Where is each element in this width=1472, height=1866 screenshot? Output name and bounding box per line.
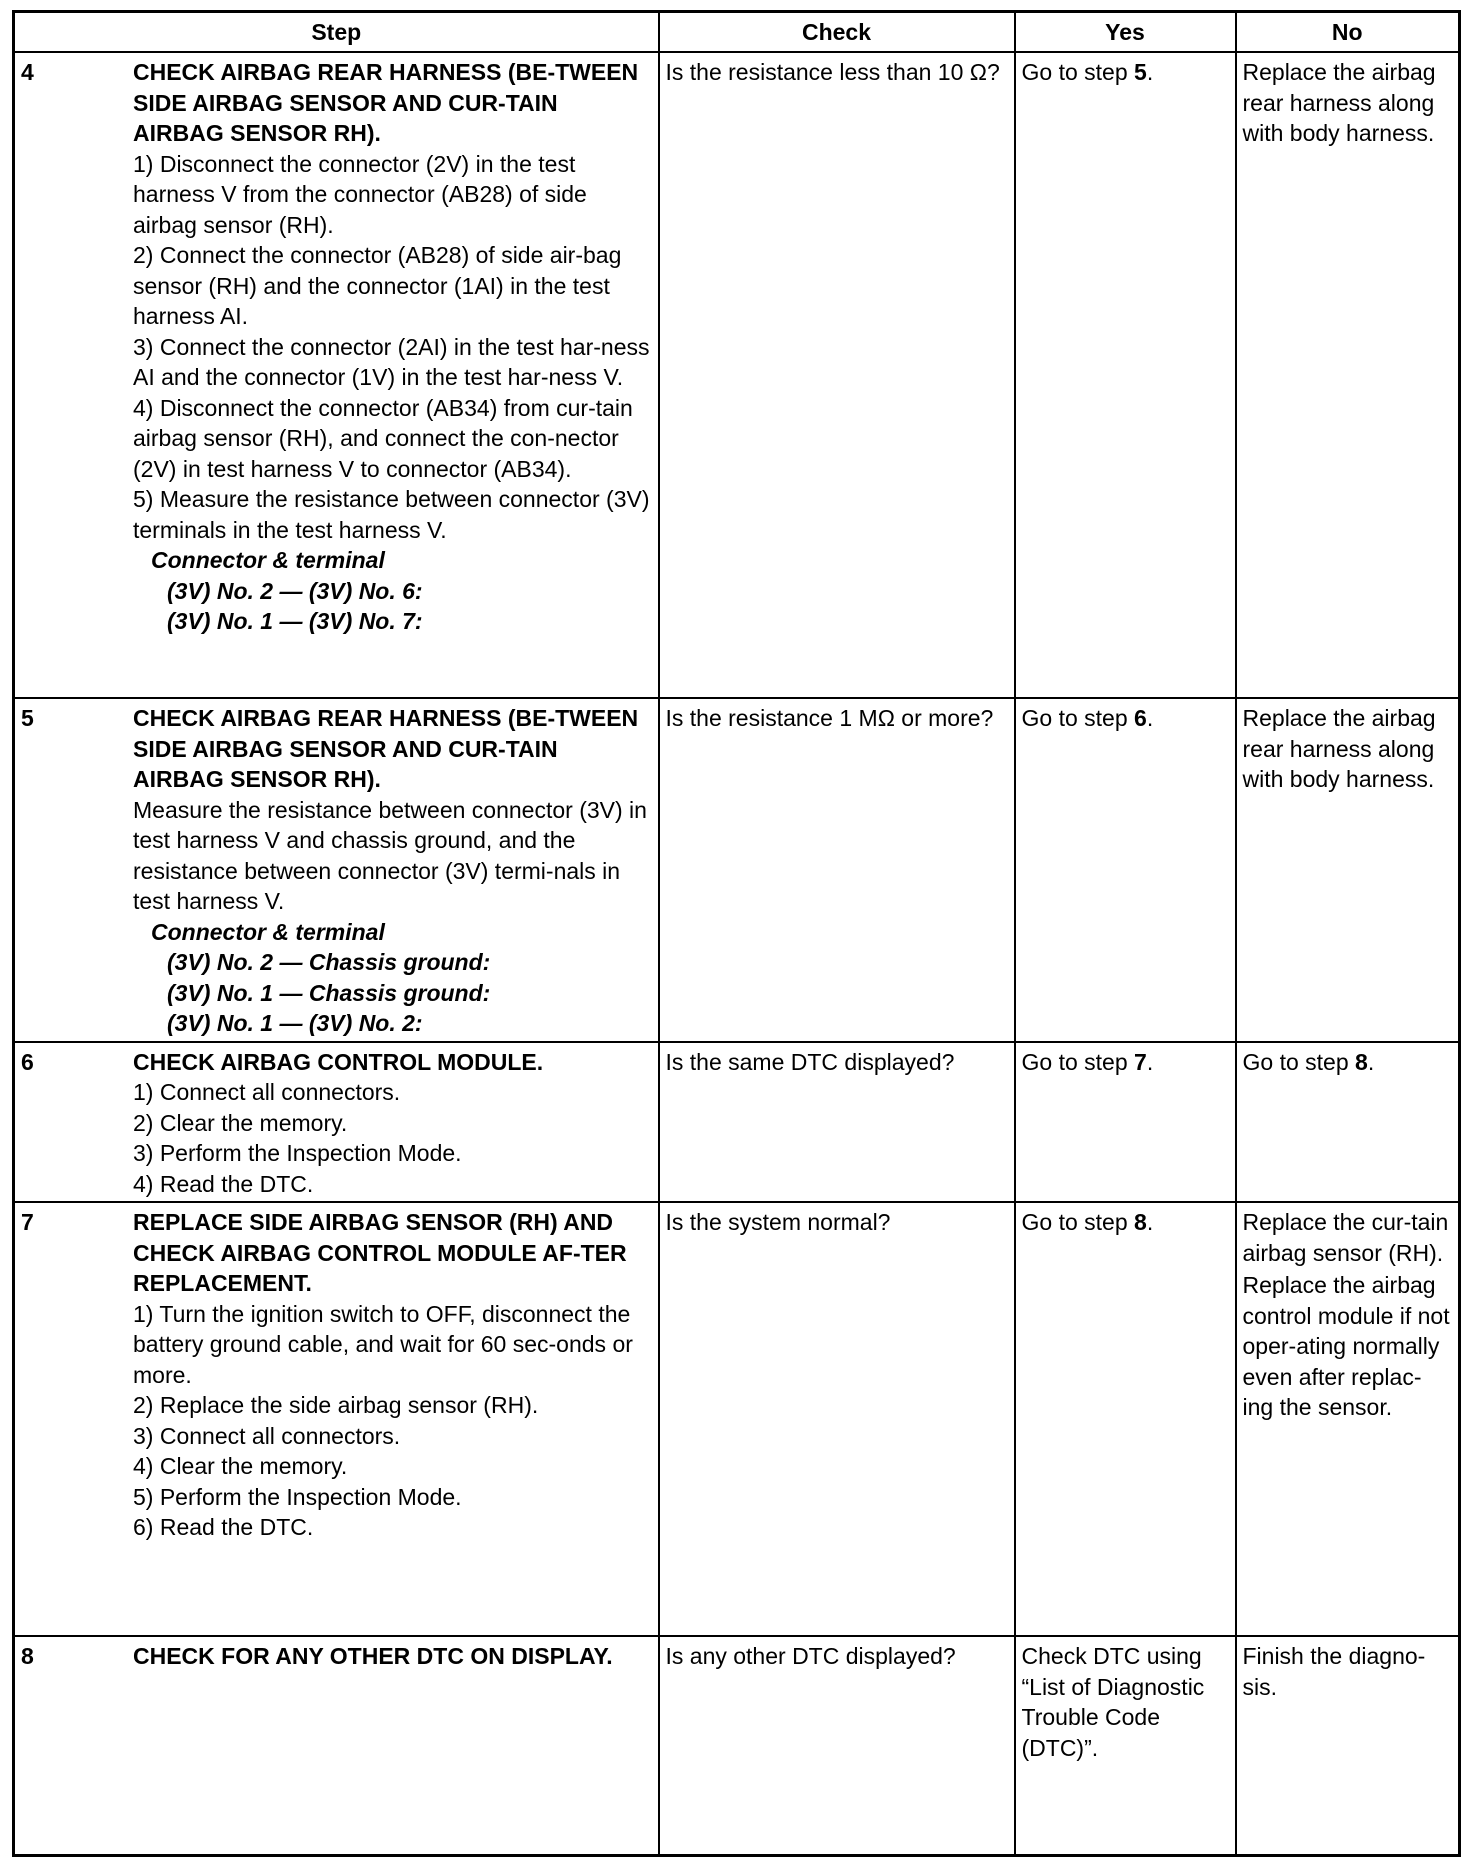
no-cell [1236, 1202, 1460, 1636]
no-cell [1236, 1042, 1460, 1203]
yes-text-end: . [1146, 1048, 1154, 1075]
step-cell [14, 1636, 659, 1855]
diagnostic-procedure-sheet [12, 10, 1458, 1856]
step-instruction: 4) Read the DTC. [133, 1170, 314, 1197]
diagnostic-table [12, 10, 1461, 1857]
no-text-secondary: Replace the airbag control module if not oper-ating normally even after replac-ing the sensor. [1242, 1272, 1450, 1420]
step-instruction: 2) Connect the connector (AB28) of side air-bag sensor (RH) and the connector (1AI) in the test harness AI. [133, 242, 622, 329]
step-number: 7 [21, 1209, 34, 1235]
yes-cell [1015, 1042, 1236, 1203]
step-number: 8 [21, 1643, 34, 1669]
step-instruction: 3) Connect the connector (2AI) in the test har-ness AI and the connector (1V) in the test har-ness V. [133, 333, 650, 390]
connector-terminal-heading: Connector & terminal [151, 918, 385, 945]
step-instruction: 5) Perform the Inspection Mode. [133, 1483, 462, 1510]
yes-step-link: 6 [1134, 705, 1147, 731]
step-cell [14, 1202, 659, 1636]
table-header-row [14, 12, 1460, 53]
yes-cell [1015, 1202, 1236, 1636]
step-title: CHECK AIRBAG CONTROL MODULE. [133, 1048, 544, 1075]
step-instruction: 3) Perform the Inspection Mode. [133, 1140, 462, 1166]
step-instruction: 1) Disconnect the connector (2V) in the test harness V from the connector (AB28) of side airbag sensor (RH). [133, 150, 587, 238]
no-text: Replace the cur-tain airbag sensor (RH). [1242, 1209, 1449, 1266]
step-title: CHECK AIRBAG REAR HARNESS (BE-TWEEN SIDE AIRBAG SENSOR AND CUR-TAIN AIRBAG SENSOR RH). [133, 59, 639, 146]
yes-cell [1015, 52, 1236, 698]
step-number: 6 [21, 1048, 34, 1075]
yes-text: Go to step [1021, 59, 1135, 85]
yes-cell: Check DTC using “List of Diagnostic Trouble Code (DTC)”. [1015, 1636, 1236, 1855]
connector-terminal-item: (3V) No. 2 — Chassis ground: [167, 949, 491, 975]
no-cell: Finish the diagno-sis. [1236, 1636, 1460, 1855]
step-instruction: 4) Disconnect the connector (AB34) from cur-tain airbag sensor (RH), and connect the con-nector (2V) in test harness V to connector (AB34). [133, 394, 633, 482]
yes-step-link: 5 [1134, 59, 1147, 85]
connector-terminal-item: (3V) No. 2 — (3V) No. 6: [167, 577, 423, 604]
check-cell: Is the resistance 1 MΩ or more? [659, 698, 1015, 1042]
table-row [14, 698, 1460, 1042]
header-step: Step [14, 12, 659, 53]
check-cell: Is the same DTC displayed? [659, 1042, 1015, 1203]
check-cell: Is any other DTC displayed? [659, 1636, 1015, 1855]
step-instruction: 6) Read the DTC. [133, 1514, 314, 1540]
step-instruction: 5) Measure the resistance between connector (3V) terminals in the test harness V. [133, 486, 650, 543]
step-title: REPLACE SIDE AIRBAG SENSOR (RH) AND CHECK AIRBAG CONTROL MODULE AF-TER REPLACEMENT. [133, 1209, 627, 1296]
step-title: CHECK AIRBAG REAR HARNESS (BE-TWEEN SIDE AIRBAG SENSOR AND CUR-TAIN AIRBAG SENSOR RH). [133, 705, 639, 792]
connector-terminal-item: (3V) No. 1 — (3V) No. 7: [167, 608, 423, 634]
header-no: No [1236, 12, 1460, 53]
step-instruction: 2) Replace the side airbag sensor (RH). [133, 1392, 539, 1418]
table-row [14, 1636, 1460, 1855]
table-row [14, 1042, 1460, 1203]
no-cell: Replace the airbag rear harness along with body harness. [1236, 698, 1460, 1042]
check-cell: Is the resistance less than 10 Ω? [659, 52, 1015, 698]
step-cell [14, 52, 659, 698]
no-step-link: 8 [1355, 1048, 1368, 1075]
yes-text-end: . [1146, 1209, 1154, 1235]
connector-terminal-item: (3V) No. 1 — Chassis ground: [167, 979, 491, 1006]
step-instruction: 1) Connect all connectors. [133, 1079, 401, 1105]
step-cell [14, 698, 659, 1042]
check-cell: Is the system normal? [659, 1202, 1015, 1636]
yes-text-end: . [1146, 705, 1154, 731]
yes-text: Go to step [1021, 1048, 1135, 1075]
yes-step-link: 8 [1134, 1209, 1147, 1235]
table-row [14, 52, 1460, 698]
header-yes: Yes [1015, 12, 1236, 53]
connector-terminal-heading: Connector & terminal [151, 547, 385, 573]
no-cell: Replace the airbag rear harness along with body harness. [1236, 52, 1460, 698]
yes-text: Go to step [1021, 705, 1135, 731]
table-row [14, 1202, 1460, 1636]
step-title: CHECK FOR ANY OTHER DTC ON DISPLAY. [133, 1643, 613, 1669]
step-number: 4 [21, 59, 34, 85]
no-text-end: . [1367, 1048, 1375, 1075]
step-number: 5 [21, 705, 34, 731]
step-instruction: 1) Turn the ignition switch to OFF, disconnect the battery ground cable, and wait for 60 sec-onds or more. [133, 1300, 633, 1388]
yes-text-end: . [1146, 59, 1154, 85]
step-cell [14, 1042, 659, 1203]
step-instruction: 3) Connect all connectors. [133, 1422, 401, 1449]
step-instruction: 2) Clear the memory. [133, 1109, 348, 1136]
no-text: Go to step [1242, 1048, 1356, 1075]
yes-text: Go to step [1021, 1209, 1135, 1235]
header-check: Check [659, 12, 1015, 53]
connector-terminal-item: (3V) No. 1 — (3V) No. 2: [167, 1010, 423, 1036]
yes-cell [1015, 698, 1236, 1042]
yes-step-link: 7 [1134, 1048, 1147, 1075]
step-instruction: Measure the resistance between connector (3V) in test harness V and chassis ground, and the resistance between connector (3V) termi-nals in test harness V. [133, 796, 647, 914]
step-instruction: 4) Clear the memory. [133, 1453, 348, 1479]
